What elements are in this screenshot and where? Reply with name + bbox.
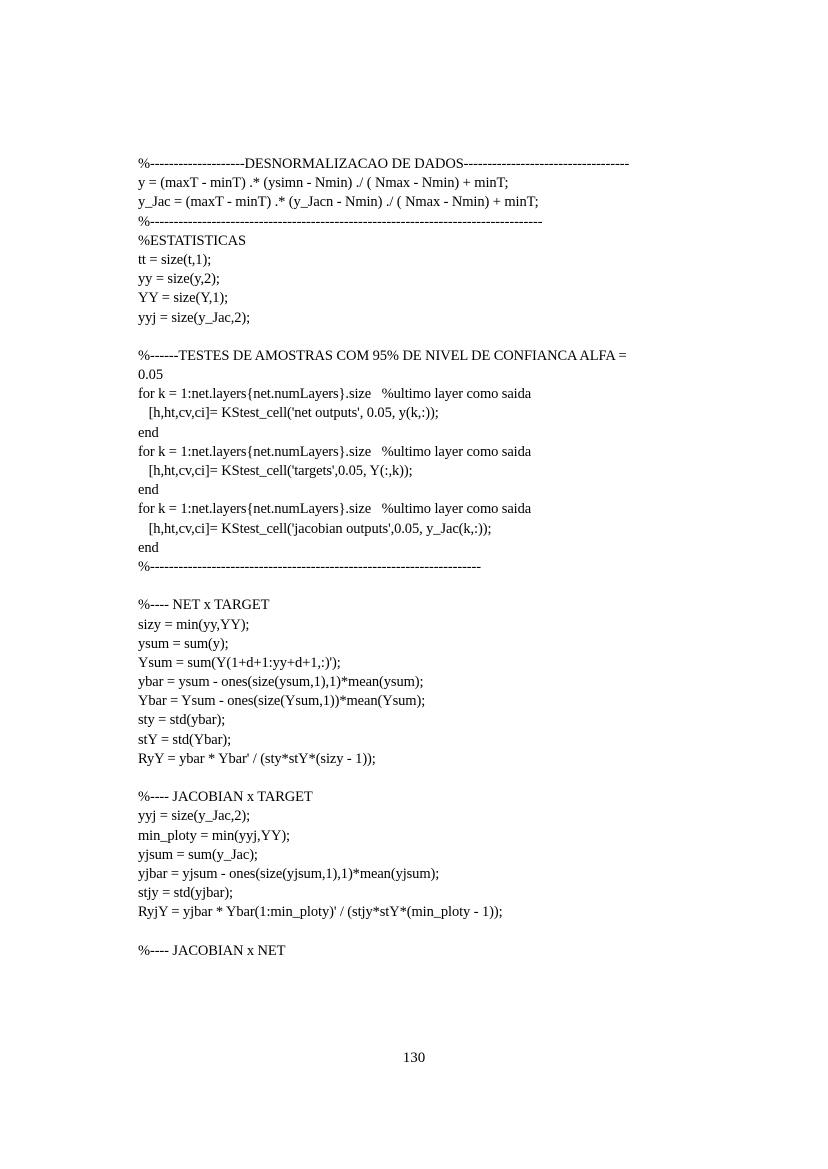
blank-line xyxy=(138,328,738,347)
code-line: yjbar = yjsum - ones(size(yjsum,1),1)*mean(yjsum); xyxy=(138,865,440,882)
code-line: end xyxy=(138,482,159,499)
code-line: %------TESTES DE AMOSTRAS COM 95% DE NIVEL DE CONFIANCA ALFA = xyxy=(138,347,627,364)
code-line: Ybar = Ysum - ones(size(Ysum,1))*mean(Ysum); xyxy=(138,693,426,710)
code-line: end xyxy=(138,539,159,556)
code-line: tt = size(t,1); xyxy=(138,251,212,268)
code-line: for k = 1:net.layers{net.numLayers}.size %ultimo layer como saida xyxy=(138,501,532,518)
code-line: stjy = std(yjbar); xyxy=(138,885,233,902)
code-line: ysum = sum(y); xyxy=(138,635,229,652)
code-line: y = (maxT - minT) .* (ysimn - Nmin) ./ ( Nmax - Nmin) + minT; xyxy=(138,175,509,192)
code-line: [h,ht,cv,ci]= KStest_cell('net outputs', 0.05, y(k,:)); xyxy=(138,405,439,422)
code-line: min_ploty = min(yyj,YY); xyxy=(138,827,290,844)
code-line: 0.05 xyxy=(138,367,163,384)
blank-line xyxy=(138,769,738,788)
code-line: stY = std(Ybar); xyxy=(138,731,232,748)
code-line: yy = size(y,2); xyxy=(138,271,220,288)
code-line: yjsum = sum(y_Jac); xyxy=(138,846,258,863)
code-line: for k = 1:net.layers{net.numLayers}.size %ultimo layer como saida xyxy=(138,443,532,460)
code-line: sizy = min(yy,YY); xyxy=(138,616,250,633)
code-line: RyY = ybar * Ybar' / (sty*stY*(sizy - 1)); xyxy=(138,750,376,767)
code-line: yyj = size(y_Jac,2); xyxy=(138,808,251,825)
code-line: %---- JACOBIAN x TARGET xyxy=(138,789,313,806)
code-line: %---------------------------------------------------------------------- xyxy=(138,558,481,575)
code-line: end xyxy=(138,424,159,441)
code-line: YY = size(Y,1); xyxy=(138,290,229,307)
code-line: sty = std(ybar); xyxy=(138,712,226,729)
page-number: 130 xyxy=(402,1050,426,1066)
code-line: %----------------------------------------------------------------------------------- xyxy=(138,213,543,230)
code-line: %--------------------DESNORMALIZACAO DE DADOS----------------------------------- xyxy=(138,156,630,172)
code-line: [h,ht,cv,ci]= KStest_cell('jacobian outputs',0.05, y_Jac(k,:)); xyxy=(138,520,492,537)
code-listing xyxy=(138,155,738,961)
code-line: yyj = size(y_Jac,2); xyxy=(138,309,251,326)
code-line: ybar = ysum - ones(size(ysum,1),1)*mean(ysum); xyxy=(138,674,424,691)
code-line: %---- JACOBIAN x NET xyxy=(138,942,286,959)
blank-line xyxy=(138,577,738,596)
code-line: RyjY = yjbar * Ybar(1:min_ploty)' / (stjy*stY*(min_ploty - 1)); xyxy=(138,904,503,921)
code-line: %---- NET x TARGET xyxy=(138,597,270,614)
code-line: [h,ht,cv,ci]= KStest_cell('targets',0.05, Y(:,k)); xyxy=(138,463,413,479)
code-line: y_Jac = (maxT - minT) .* (y_Jacn - Nmin) ./ ( Nmax - Nmin) + minT; xyxy=(138,194,539,211)
code-line: Ysum = sum(Y(1+d+1:yy+d+1,:)'); xyxy=(138,654,341,671)
code-line: for k = 1:net.layers{net.numLayers}.size %ultimo layer como saida xyxy=(138,386,532,403)
blank-line xyxy=(138,923,738,942)
code-line: %ESTATISTICAS xyxy=(138,232,246,249)
